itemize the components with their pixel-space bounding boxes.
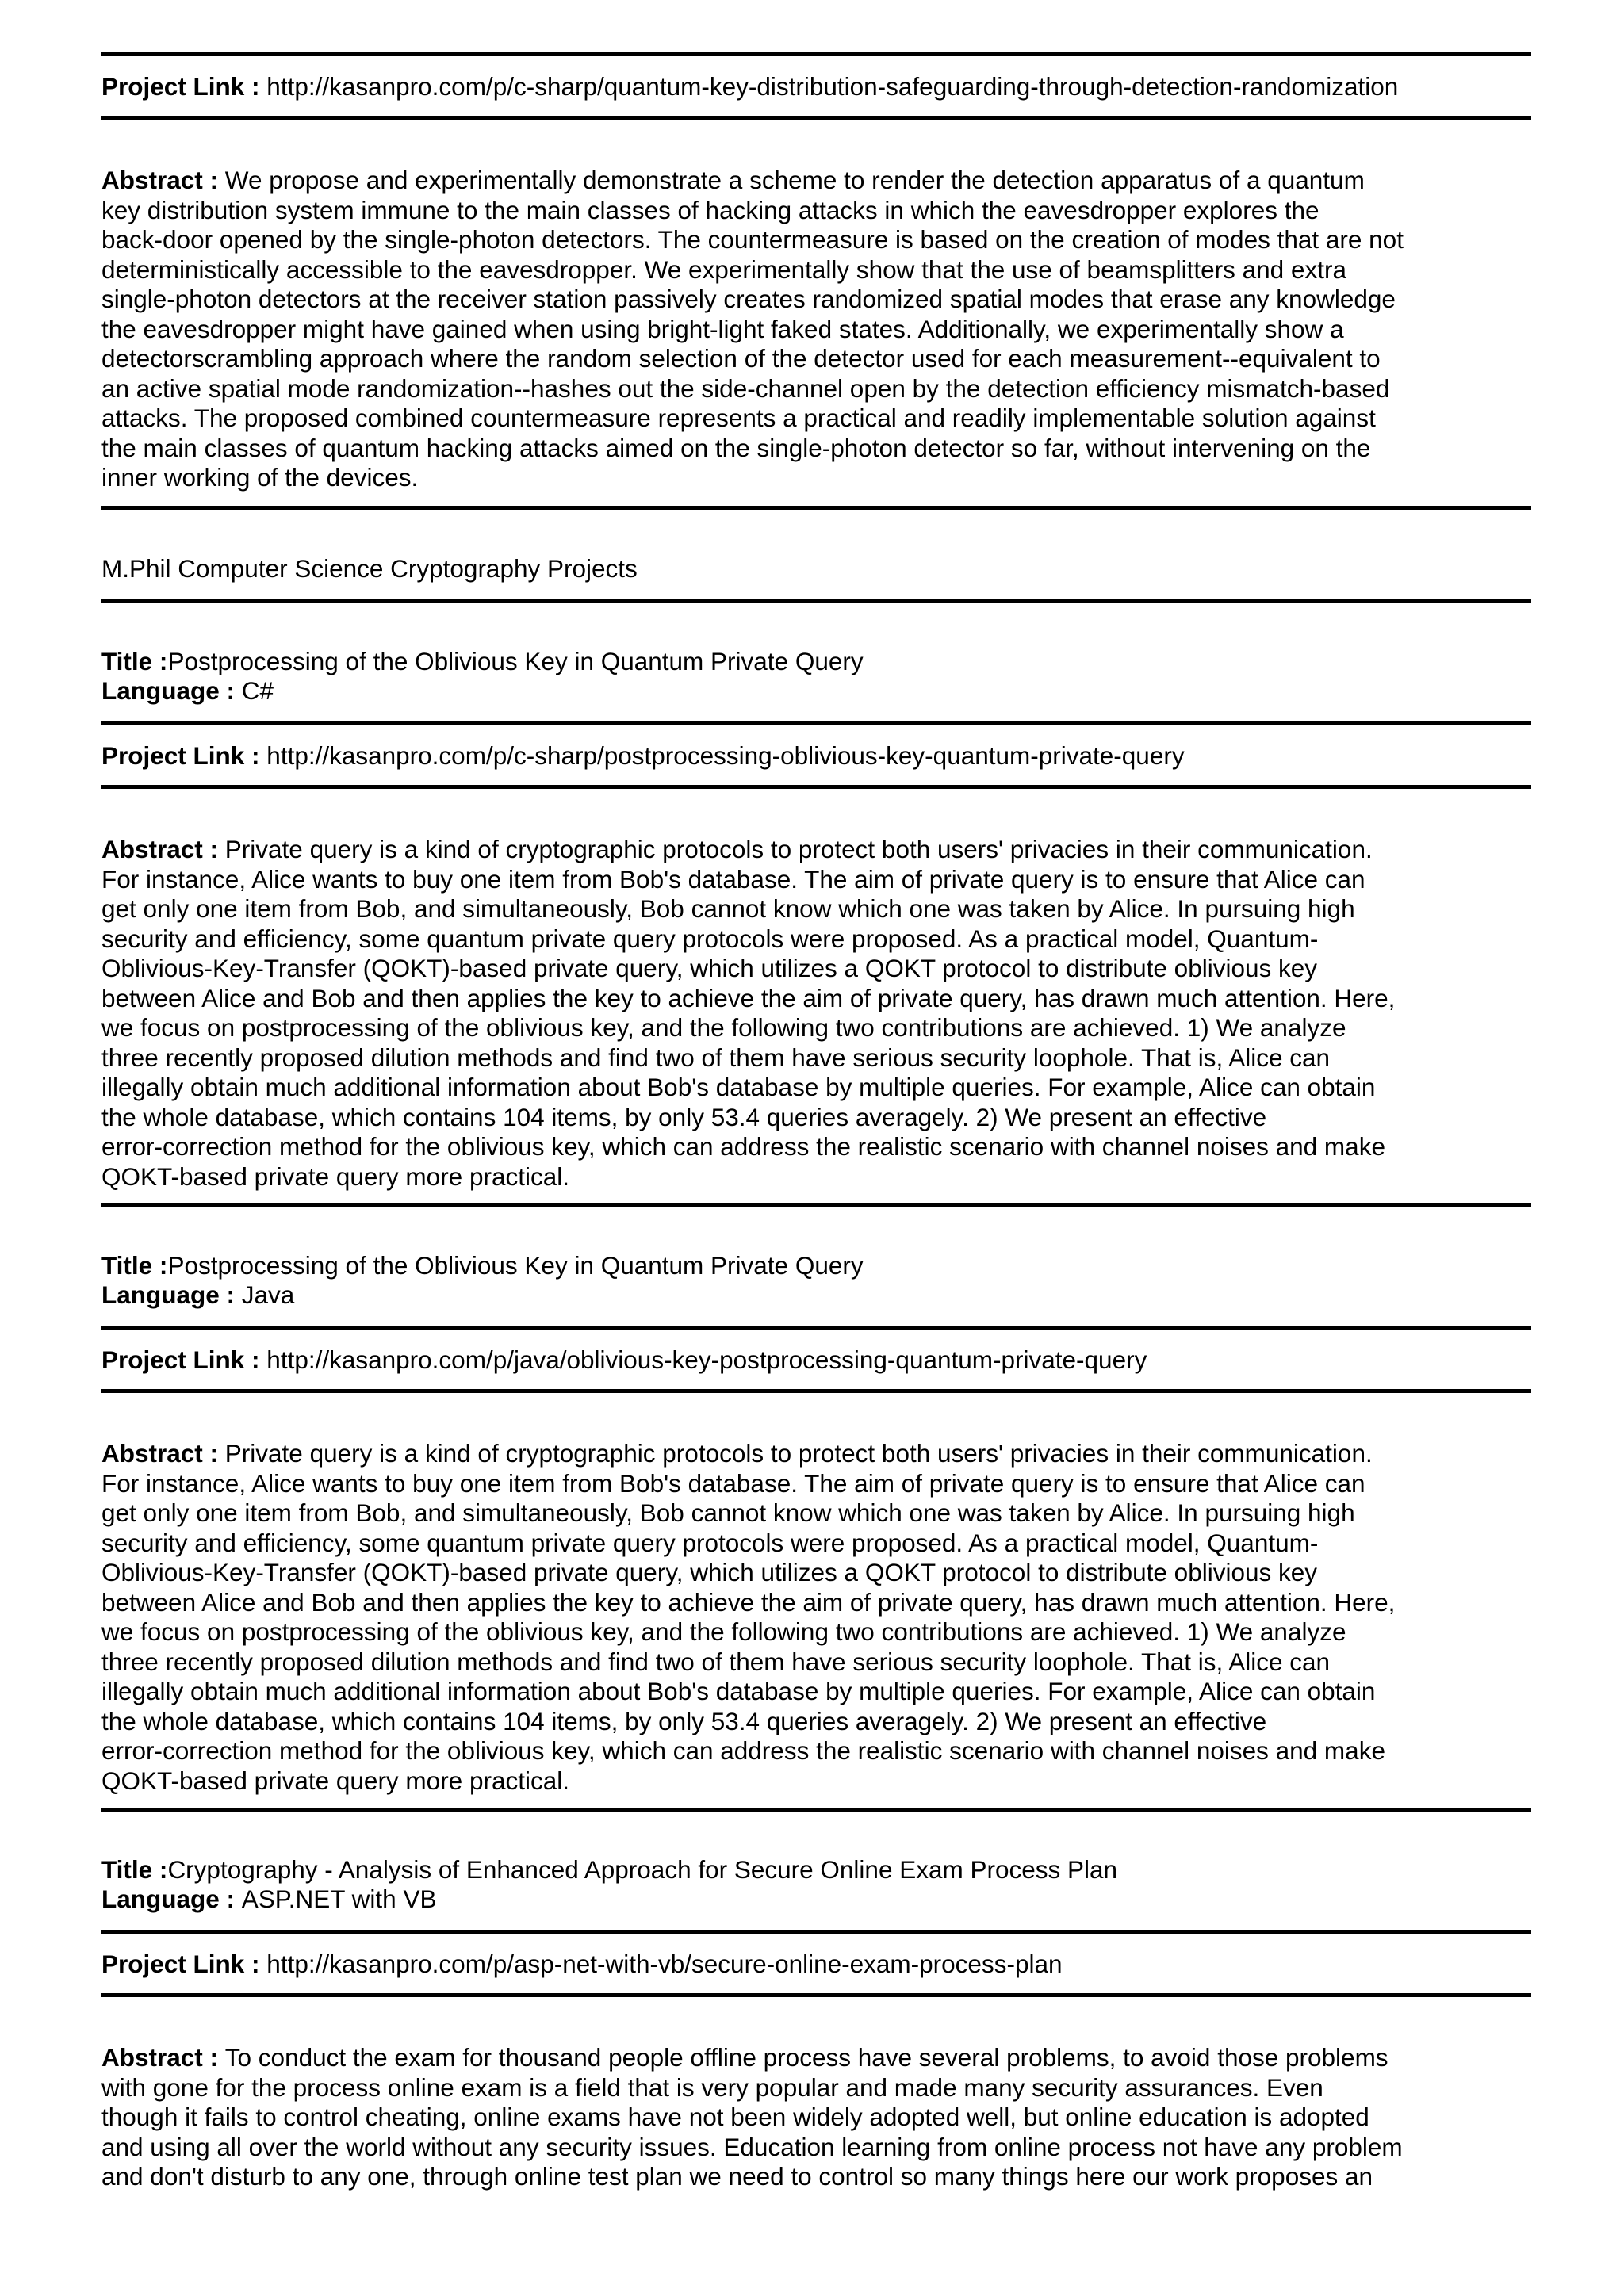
divider [102,116,1531,120]
divider [102,1389,1531,1393]
divider [102,721,1531,725]
abstract-block [102,166,1576,493]
section-heading: M.Phil Computer Science Cryptography Projects [102,554,638,583]
project-title: Cryptography - Analysis of Enhanced Approach for Secure Online Exam Process Plan [167,1855,1118,1884]
abstract-label: Abstract : [102,835,225,863]
project-link-row [102,72,1398,102]
divider [102,506,1531,510]
abstract-text: We propose and experimentally demonstrate a scheme to render the detection apparatus of a quantum key distribution system immune to the main classes of hacking attacks in which the eavesdropper explores the back-door opened by the single-photon detectors. The countermeasure is based on the creation of modes that are not deterministically accessible to the eavesdropper. We experimentally show that the use of beamsplitters and extra single-photon detectors at the receiver station passively creates randomized spatial modes that erase any knowledge the eavesdropper might have gained when using bright-light faked states. Additionally, we experimentally show a detectorscrambling approach where the random selection of the detector used for each measurement--equivalent to an active spatial mode randomization--hashes out the side-channel open by the detection efficiency mismatch-based attacks. The proposed combined countermeasure represents a practical and readily implementable solution against the main classes of quantum hacking attacks aimed on the single-photon detector so far, without intervening on the inner working of the devices. [102,166,1404,492]
project-link-url[interactable]: http://kasanpro.com/p/c-sharp/postprocessing-oblivious-key-quantum-private-query [266,741,1185,770]
title-label: Title : [102,647,168,675]
project-language: ASP.NET with VB [241,1885,437,1913]
title-row [102,647,864,677]
language-row [102,676,274,706]
abstract-label: Abstract : [102,2043,225,2072]
project-link-label: Project Link : [102,1345,267,1374]
language-label: Language : [102,1280,242,1309]
divider [102,1808,1531,1812]
project-link-row [102,741,1185,771]
abstract-text: To conduct the exam for thousand people offline process have several problems, to avoid those problems with gone for the process online exam is a field that is very popular and made many security assurances. Even though it fails to control cheating, online exams have not been widely adopted well, but online education is adopted and using all over the world without any security issues. Education learning from online process not have any problem and don't disturb to any one, through online test plan we need to control so many things here our work proposes an [102,2043,1403,2191]
project-link-row [102,1950,1063,1980]
abstract-block [102,1439,1576,1796]
project-language: C# [241,676,274,705]
divider [102,1326,1531,1330]
divider [102,599,1531,603]
title-label: Title : [102,1251,168,1280]
abstract-label: Abstract : [102,1439,225,1468]
language-label: Language : [102,676,242,705]
abstract-text: Private query is a kind of cryptographic protocols to protect both users' privacies in their communication. For instance, Alice wants to buy one item from Bob's database. The aim of private query is to ensure that Alice can get only one item from Bob, and simultaneously, Bob cannot know which one was taken by Alice. In pursuing high security and efficiency, some quantum private query protocols were proposed. As a practical model, Quantum- Oblivious-Key-Transfer (QOKT)-based private query, which utilizes a QOKT protocol to distribute oblivious key between Alice and Bob and then applies the key to achieve the aim of private query, has drawn much attention. Here, we focus on postprocessing of the oblivious key, and the following two contributions are achieved. 1) We analyze three recently proposed dilution methods and find two of them have serious security loophole. That is, Alice can illegally obtain much additional information about Bob's database by multiple queries. For example, Alice can obtain the whole database, which contains 104 items, by only 53.4 queries averagely. 2) We present an effective error-correction method for the oblivious key, which can address the realistic scenario with channel noises and make QOKT-based private query more practical. [102,1439,1396,1795]
project-title: Postprocessing of the Oblivious Key in Quantum Private Query [167,647,864,675]
project-link-label: Project Link : [102,741,267,770]
language-row [102,1885,436,1915]
language-row [102,1280,294,1311]
project-link-url[interactable]: http://kasanpro.com/p/java/oblivious-key-postprocessing-quantum-private-query [266,1345,1147,1374]
divider [102,1930,1531,1934]
abstract-block [102,2043,1576,2192]
project-link-url[interactable]: http://kasanpro.com/p/c-sharp/quantum-key-distribution-safeguarding-through-detection-randomization [266,72,1399,101]
abstract-block [102,835,1576,1192]
project-link-url[interactable]: http://kasanpro.com/p/asp-net-with-vb/secure-online-exam-process-plan [266,1950,1063,1978]
title-row [102,1251,864,1281]
abstract-label: Abstract : [102,166,225,194]
abstract-text: Private query is a kind of cryptographic protocols to protect both users' privacies in their communication. For instance, Alice wants to buy one item from Bob's database. The aim of private query is to ensure that Alice can get only one item from Bob, and simultaneously, Bob cannot know which one was taken by Alice. In pursuing high security and efficiency, some quantum private query protocols were proposed. As a practical model, Quantum- Oblivious-Key-Transfer (QOKT)-based private query, which utilizes a QOKT protocol to distribute oblivious key between Alice and Bob and then applies the key to achieve the aim of private query, has drawn much attention. Here, we focus on postprocessing of the oblivious key, and the following two contributions are achieved. 1) We analyze three recently proposed dilution methods and find two of them have serious security loophole. That is, Alice can illegally obtain much additional information about Bob's database by multiple queries. For example, Alice can obtain the whole database, which contains 104 items, by only 53.4 queries averagely. 2) We present an effective error-correction method for the oblivious key, which can address the realistic scenario with channel noises and make QOKT-based private query more practical. [102,835,1396,1191]
divider [102,785,1531,789]
title-row [102,1855,1117,1885]
divider [102,1993,1531,1997]
project-language: Java [241,1280,295,1309]
project-link-label: Project Link : [102,1950,267,1978]
divider [102,52,1531,56]
title-label: Title : [102,1855,168,1884]
project-title: Postprocessing of the Oblivious Key in Quantum Private Query [167,1251,864,1280]
project-link-row [102,1345,1147,1376]
language-label: Language : [102,1885,242,1913]
divider [102,1203,1531,1207]
project-link-label: Project Link : [102,72,267,101]
